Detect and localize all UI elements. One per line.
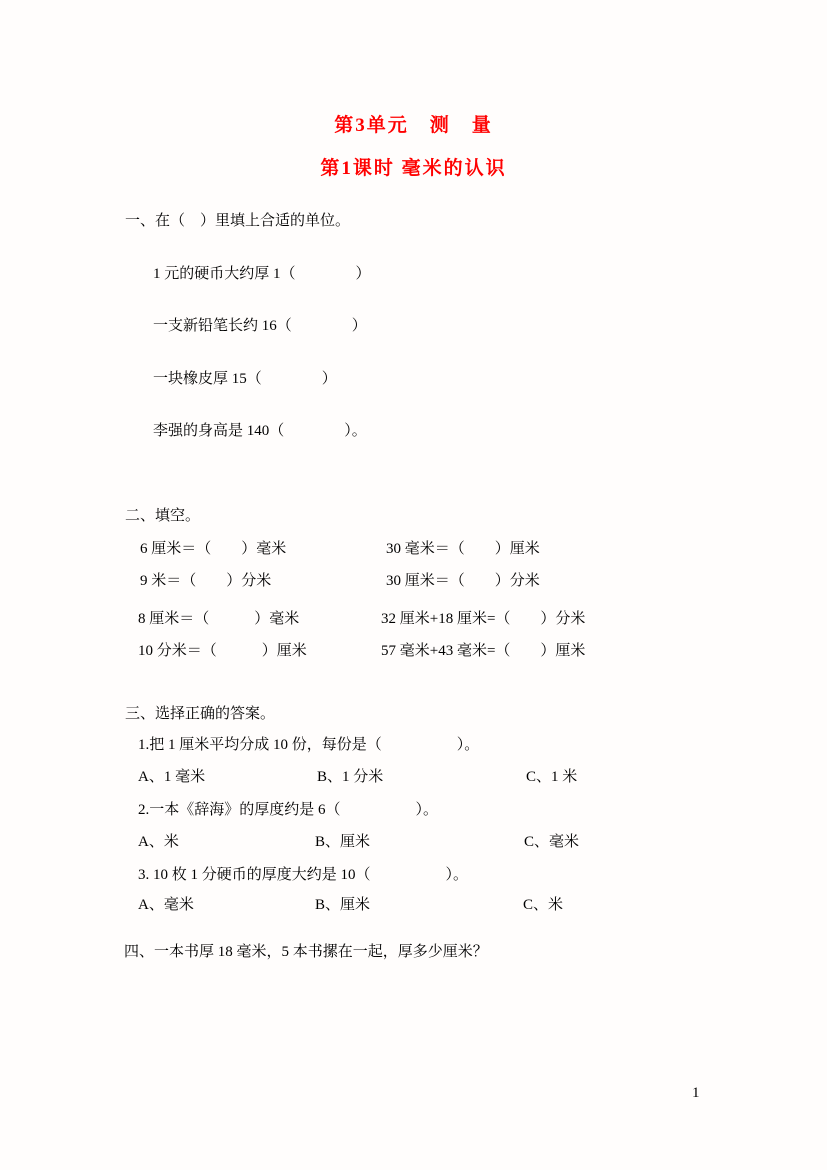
option-a: A、毫米	[138, 897, 194, 913]
page-number: 1	[692, 1085, 700, 1101]
section1-item: 1 元的硬币大约厚 1（ ）	[153, 266, 371, 282]
section2-cell: 30 毫米＝（ ）厘米	[386, 541, 540, 557]
option-a: A、米	[138, 834, 179, 850]
section3-heading: 三、选择正确的答案。	[125, 706, 276, 722]
lesson-title: 第1课时 毫米的认识	[320, 158, 507, 179]
option-b: B、厘米	[315, 834, 371, 850]
section2-cell: 6 厘米＝（ ）毫米	[140, 541, 287, 557]
section1-item: 一块橡皮厚 15（ ）	[153, 371, 337, 387]
option-a: A、1 毫米	[138, 769, 206, 785]
section1-item: 一支新铅笔长约 16（ ）	[153, 318, 367, 334]
section1-heading: 一、在（ ）里填上合适的单位。	[125, 213, 351, 229]
section4-heading: 四、一本书厚 18 毫米，5 本书摞在一起，厚多少厘米？	[124, 944, 488, 960]
section2-cell: 30 厘米＝（ ）分米	[386, 573, 540, 589]
option-c: C、1 米	[526, 769, 578, 785]
section2-cell: 10 分米＝（ ）厘米	[138, 643, 307, 659]
unit-title: 第3单元 测 量	[334, 115, 493, 136]
option-b: B、厘米	[315, 897, 371, 913]
question-stem: 3. 10 枚 1 分硬币的厚度大约是 10（ ）。	[138, 867, 469, 883]
option-c: C、毫米	[524, 834, 580, 850]
section1-item: 李强的身高是 140（ ）。	[153, 423, 367, 439]
question-stem: 2.一本《辞海》的厚度约是 6（ ）。	[138, 802, 439, 818]
section2-cell: 32 厘米+18 厘米=（ ）分米	[381, 611, 586, 627]
question-stem: 1.把 1 厘米平均分成 10 份，每份是（ ）。	[138, 737, 480, 753]
section2-cell: 9 米＝（ ）分米	[140, 573, 272, 589]
option-c: C、米	[523, 897, 564, 913]
section2-cell: 57 毫米+43 毫米=（ ）厘米	[381, 643, 586, 659]
option-b: B、1 分米	[317, 769, 384, 785]
section2-heading: 二、填空。	[125, 508, 201, 524]
section2-cell: 8 厘米＝（ ）毫米	[138, 611, 300, 627]
